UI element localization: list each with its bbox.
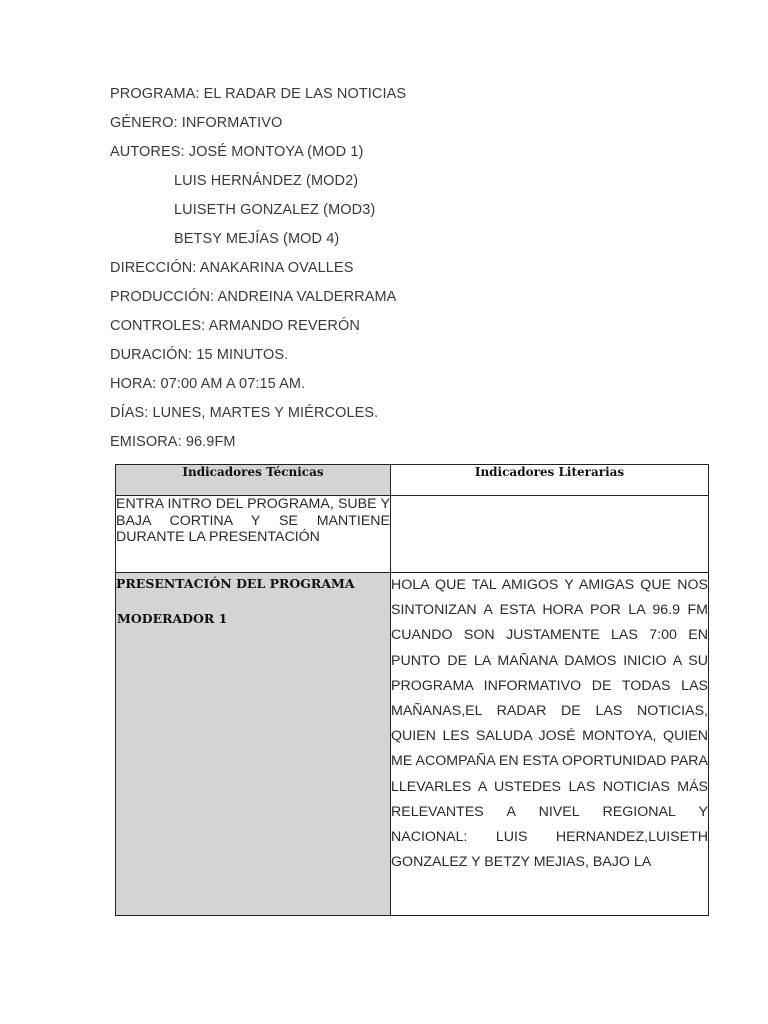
program-name: PROGRAMA: EL RADAR DE LAS NOTICIAS — [110, 86, 407, 102]
program-header — [110, 84, 710, 461]
table-row — [116, 573, 709, 916]
presentation-speech-cell — [391, 573, 709, 916]
table-row — [116, 496, 709, 573]
presentation-title: PRESENTACIÓN DEL PROGRAMA — [116, 576, 355, 591]
program-time: HORA: 07:00 AM A 07:15 AM. — [110, 376, 306, 392]
author-4: BETSY MEJÍAS (MOD 4) — [174, 231, 340, 247]
program-duration: DURACIÓN: 15 MINUTOS. — [110, 347, 289, 363]
program-direction: DIRECCIÓN: ANAKARINA OVALLES — [110, 260, 354, 276]
author-3: LUISETH GONZALEZ (MOD3) — [174, 202, 376, 218]
program-controls: CONTROLES: ARMANDO REVERÓN — [110, 318, 360, 334]
script-table — [115, 464, 709, 916]
moderator-label: MODERADOR 1 — [117, 611, 228, 626]
author-2: LUIS HERNÁNDEZ (MOD2) — [174, 173, 359, 189]
moderator-speech: HOLA QUE TAL AMIGOS Y AMIGAS QUE NOS SINTONIZAN A ESTA HORA POR LA 96.9 FM CUANDO SON JUSTAMENTE LAS 7:00 EN PUNTO DE LA MAÑANA DAMOS INICIO A SU PROGRAMA INFORMATIVO DE TODAS LAS MAÑANAS,EL RADAR DE LAS NOTICIAS, QUIEN LES SALUDA JOSÉ MONTOYA, QUIEN ME ACOMPAÑA EN ESTA OPORTUNIDAD PARA LLEVARLES A USTEDES LAS NOTICIAS MÁS RELEVANTES A NIVEL REGIONAL Y NACIONAL: LUIS HERNANDEZ,LUISETH GONZALEZ Y BETZY MEJIAS, BAJO LA — [391, 577, 708, 871]
program-authors: AUTORES: JOSÉ MONTOYA (MOD 1) — [110, 144, 364, 160]
table-header-row — [116, 465, 709, 496]
intro-technical-cell: ENTRA INTRO DEL PROGRAMA, SUBE Y BAJA CORTINA Y SE MANTIENE DURANTE LA PRESENTACIÓN — [116, 496, 391, 573]
program-production: PRODUCCIÓN: ANDREINA VALDERRAMA — [110, 289, 397, 305]
program-genre: GÉNERO: INFORMATIVO — [110, 115, 283, 131]
presentation-technical-cell — [116, 573, 391, 916]
literary-column-header: Indicadores Literarias — [391, 465, 709, 496]
program-days: DÍAS: LUNES, MARTES Y MIÉRCOLES. — [110, 405, 379, 421]
technical-column-header: Indicadores Técnicas — [116, 465, 391, 496]
intro-literary-cell — [391, 496, 709, 573]
program-station: EMISORA: 96.9FM — [110, 434, 236, 450]
